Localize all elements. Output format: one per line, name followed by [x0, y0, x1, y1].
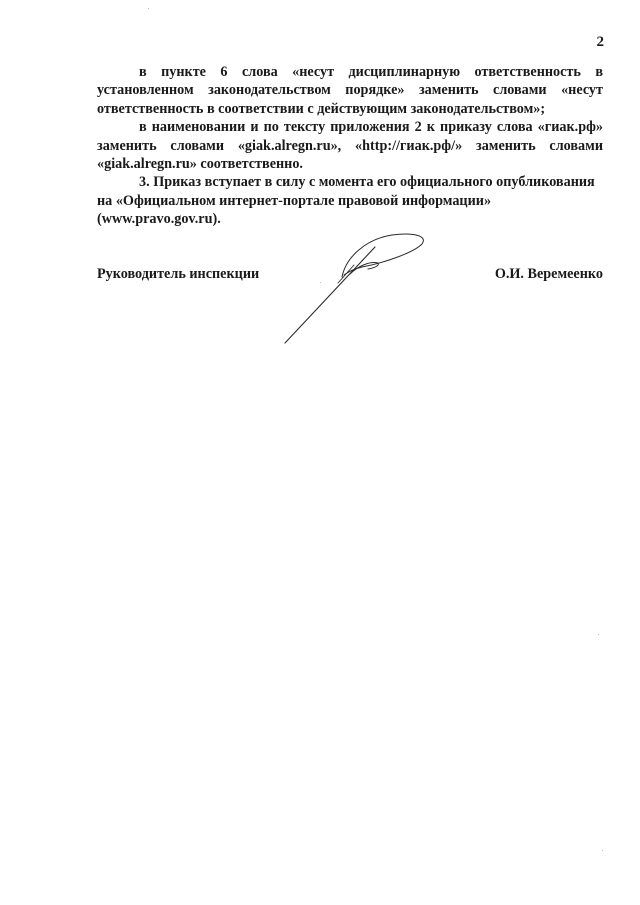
signer-title: Руководитель инспекции — [97, 266, 260, 282]
scan-speck — [598, 634, 599, 635]
signature-stroke-main-line — [285, 247, 375, 343]
page-number: 2 — [596, 34, 604, 50]
paragraph-point-6-amendment: в пункте 6 слова «несут дисциплинарную ответственность в установленном законодательством порядке» заменить словами «несут ответственность в соответствии с действующим законодательством»; — [97, 64, 603, 117]
scan-speck — [602, 850, 603, 851]
paragraph-appendix-2-amendment: в наименовании и по тексту приложения 2 к приказу слова «гиак.рф» заменить словами «giak.alregn.ru», «http://гиак.рф/» заменить словами «giak.alregn.ru» соответственно. — [97, 119, 603, 173]
signature-stroke-accent — [338, 265, 354, 283]
handwritten-signature — [280, 225, 430, 350]
document-body — [97, 63, 603, 229]
scan-speck — [320, 282, 321, 283]
scan-speck — [148, 8, 149, 9]
paragraph-effective-date: 3. Приказ вступает в силу с момента его официального опубликования на «Официальном интернет-портале правовой информации» (www.pravo.gov.ru). — [97, 174, 595, 228]
signer-name: О.И. Веремеенко — [494, 266, 603, 282]
